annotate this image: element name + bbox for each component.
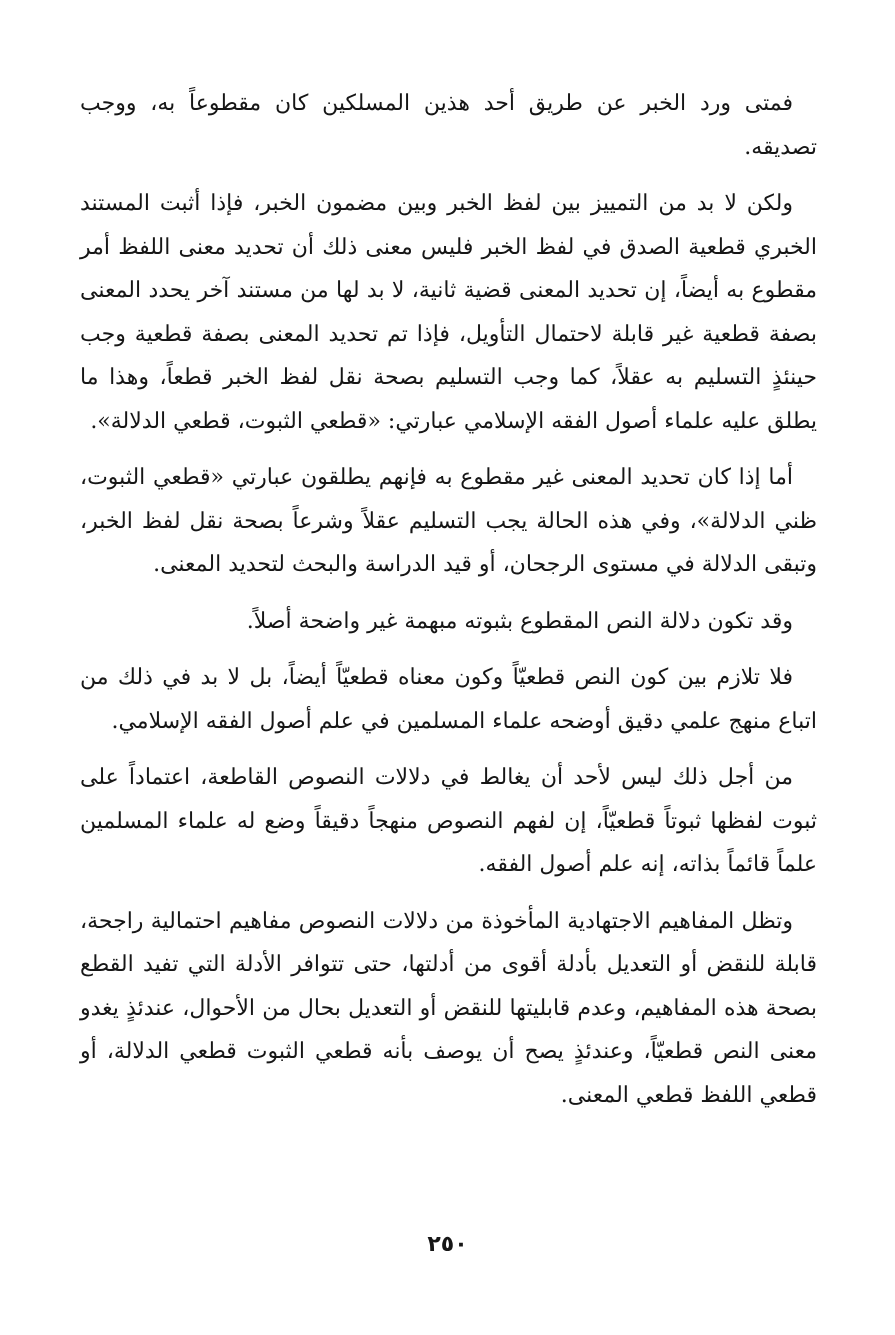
paragraph-5: فلا تلازم بين كون النص قطعيّاً وكون معناه قطعيّاً أيضاً، بل لا بد في ذلك من اتباع منهج علمي دقيق أوضحه علماء المسلمين في علم أصول الفقه الإسلامي. [80,665,817,734]
paragraph-7: وتظل المفاهيم الاجتهادية المأخوذة من دلالات النصوص مفاهيم احتمالية راجحة، قابلة للنقض أو التعديل بأدلة أقوى من أدلتها، حتى تتوافر الأدلة التي تفيد القطع بصحة هذه المفاهيم، وعدم قابليتها للنقض أو التعديل بحال من الأحوال، عندئذٍ يغدو معنى النص قطعيّاً، وعندئذٍ يصح أن يوصف بأنه قطعي الثبوت قطعي الدلالة، أو قطعي اللفظ قطعي المعنى. [80,908,817,1108]
page-number: ٢٥٠ [427,1232,468,1257]
paragraph-1: فمتى ورد الخبر عن طريق أحد هذين المسلكين كان مقطوعاً به، ووجب تصديقه. [80,91,817,160]
page-body [80,82,817,1130]
paragraph-2: ولكن لا بد من التمييز بين لفظ الخبر وبين مضمون الخبر، فإذا أثبت المستند الخبري قطعية الصدق في لفظ الخبر فليس معنى ذلك أن تحديد معنى اللفظ أمر مقطوع به أيضاً، إن تحديد المعنى قضية ثانية، لا بد لها من مستند آخر يحدد المعنى بصفة قطعية غير قابلة لاحتمال التأويل، فإذا تم تحديد المعنى بصفة قطعية وجب حينئذٍ التسليم به عقلاً، كما وجب التسليم بصحة نقل لفظ الخبر قطعاً، وهذا ما يطلق عليه علماء أصول الفقه الإسلامي عبارتي: «قطعي الثبوت، قطعي الدلالة». [80,191,817,434]
paragraph-4: وقد تكون دلالة النص المقطوع بثبوته مبهمة غير واضحة أصلاً. [246,608,793,634]
paragraph-6: من أجل ذلك ليس لأحد أن يغالط في دلالات النصوص القاطعة، اعتماداً على ثبوت لفظها ثبوتاً قطعيّاً، إن لفهم النصوص منهجاً دقيقاً وضع له علماء المسلمين علماً قائماً بذاته، إنه علم أصول الفقه. [80,765,817,877]
paragraph-3: أما إذا كان تحديد المعنى غير مقطوع به فإنهم يطلقون عبارتي «قطعي الثبوت، ظني الدلالة»، وفي هذه الحالة يجب التسليم عقلاً وشرعاً بصحة نقل لفظ الخبر، وتبقى الدلالة في مستوى الرجحان، أو قيد الدراسة والبحث لتحديد المعنى. [80,465,817,577]
